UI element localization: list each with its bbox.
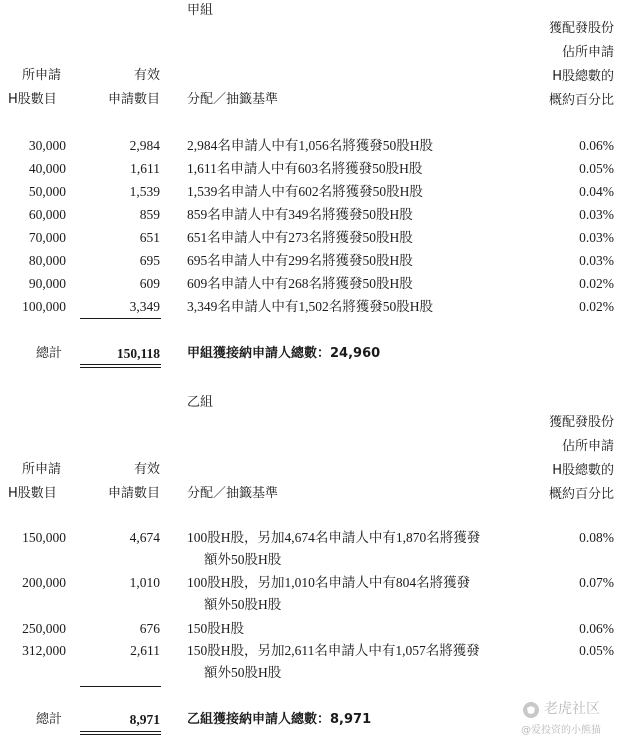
cell-pct: 0.02% bbox=[579, 276, 614, 291]
cell-applied: 90,000 bbox=[28, 276, 66, 291]
total-double-rule-bottom bbox=[80, 734, 161, 735]
cell-pct: 0.03% bbox=[579, 207, 614, 222]
cell-pct: 0.06% bbox=[579, 138, 614, 153]
header-pct-line3: H股總數的 bbox=[552, 463, 614, 478]
cell-basis-line2: 額外50股H股 bbox=[204, 665, 282, 680]
group-b-title: 乙組 bbox=[187, 395, 214, 410]
cell-pct: 0.03% bbox=[579, 253, 614, 268]
cell-valid: 2,611 bbox=[130, 643, 160, 658]
cell-pct: 0.05% bbox=[579, 161, 614, 176]
subtotal-rule bbox=[80, 318, 161, 319]
cell-applied: 30,000 bbox=[28, 138, 66, 153]
cell-basis-line2: 額外50股H股 bbox=[204, 552, 282, 567]
watermark-user-text: @爱投资的小熊猫 bbox=[521, 725, 601, 736]
total-label: 總計 bbox=[36, 712, 63, 727]
cell-valid: 1,010 bbox=[129, 575, 160, 590]
cell-applied: 70,000 bbox=[28, 230, 66, 245]
cell-valid: 3,349 bbox=[129, 299, 160, 314]
header-valid-line2: 申請數目 bbox=[107, 486, 160, 501]
cell-valid: 609 bbox=[139, 276, 160, 291]
cell-applied: 80,000 bbox=[28, 253, 66, 268]
cell-pct: 0.06% bbox=[579, 621, 614, 636]
total-double-rule-top bbox=[80, 731, 161, 732]
cell-applied: 150,000 bbox=[22, 530, 66, 545]
cell-basis: 1,611名申請人中有603名將獲發50股H股 bbox=[187, 161, 423, 176]
header-applied-line1: 所申請 bbox=[22, 462, 62, 477]
header-pct-line1: 獲配發股份 bbox=[548, 415, 614, 430]
cell-basis-line1: 150股H股，另加2,611名申請人中有1,057名將獲發 bbox=[187, 643, 480, 658]
cell-pct: 0.04% bbox=[579, 184, 614, 199]
cell-pct: 0.02% bbox=[579, 299, 614, 314]
header-valid-line2: 申請數目 bbox=[107, 92, 160, 107]
cell-valid: 676 bbox=[139, 621, 160, 636]
watermark-logo-text: 老虎社区 bbox=[544, 701, 600, 717]
header-applied-line2: H股數目 bbox=[8, 92, 57, 107]
total-label: 總計 bbox=[36, 346, 63, 361]
group-a-title: 甲組 bbox=[187, 3, 214, 18]
cell-applied: 100,000 bbox=[22, 299, 66, 314]
header-applied-line2: H股數目 bbox=[8, 486, 57, 501]
header-applied-line1: 所申請 bbox=[22, 68, 62, 83]
header-basis: 分配／抽籤基準 bbox=[187, 486, 279, 501]
total-value: 8,971 bbox=[129, 712, 160, 727]
cell-applied: 50,000 bbox=[28, 184, 66, 199]
cell-valid: 695 bbox=[139, 253, 160, 268]
total-value: 150,118 bbox=[116, 346, 160, 361]
cell-valid: 651 bbox=[139, 230, 160, 245]
header-valid-line1: 有效 bbox=[133, 68, 160, 83]
tiger-logo-icon bbox=[522, 701, 540, 719]
cell-basis-line1: 100股H股，另加1,010名申請人中有804名將獲發 bbox=[187, 575, 471, 590]
header-pct-line1: 獲配發股份 bbox=[548, 21, 614, 36]
header-basis: 分配／抽籤基準 bbox=[187, 92, 279, 107]
header-pct-line4: 概約百分比 bbox=[548, 487, 614, 502]
cell-valid: 859 bbox=[139, 207, 160, 222]
cell-valid: 2,984 bbox=[129, 138, 160, 153]
cell-basis: 1,539名申請人中有602名將獲發50股H股 bbox=[187, 184, 423, 199]
cell-pct: 0.07% bbox=[579, 575, 614, 590]
cell-basis: 695名申請人中有299名將獲發50股H股 bbox=[187, 253, 413, 268]
cell-applied: 200,000 bbox=[22, 575, 66, 590]
cell-basis: 3,349名申請人中有1,502名將獲發50股H股 bbox=[187, 299, 433, 314]
total-accepted-text: 甲組獲接納申請人總數：24,960 bbox=[187, 346, 381, 361]
cell-basis-line1: 100股H股，另加4,674名申請人中有1,870名將獲發 bbox=[187, 530, 481, 545]
header-pct-line4: 概約百分比 bbox=[548, 93, 614, 108]
cell-applied: 40,000 bbox=[28, 161, 66, 176]
cell-pct: 0.03% bbox=[579, 230, 614, 245]
subtotal-rule bbox=[80, 686, 161, 687]
cell-basis-line1: 150股H股 bbox=[187, 621, 244, 636]
cell-basis-line2: 額外50股H股 bbox=[204, 597, 282, 612]
cell-applied: 60,000 bbox=[28, 207, 66, 222]
cell-basis: 651名申請人中有273名將獲發50股H股 bbox=[187, 230, 413, 245]
cell-pct: 0.05% bbox=[579, 643, 614, 658]
total-accepted-text: 乙組獲接納申請人總數：8,971 bbox=[187, 712, 372, 727]
cell-basis: 609名申請人中有268名將獲發50股H股 bbox=[187, 276, 413, 291]
cell-basis: 2,984名申請人中有1,056名將獲發50股H股 bbox=[187, 138, 433, 153]
cell-valid: 1,611 bbox=[130, 161, 160, 176]
total-double-rule-top bbox=[80, 364, 161, 365]
total-double-rule-bottom bbox=[80, 367, 161, 368]
header-pct-line3: H股總數的 bbox=[552, 69, 614, 84]
cell-basis: 859名申請人中有349名將獲發50股H股 bbox=[187, 207, 413, 222]
cell-applied: 250,000 bbox=[22, 621, 66, 636]
cell-applied: 312,000 bbox=[22, 643, 66, 658]
header-pct-line2: 佔所申請 bbox=[561, 45, 614, 60]
header-pct-line2: 佔所申請 bbox=[561, 439, 614, 454]
cell-valid: 1,539 bbox=[129, 184, 160, 199]
header-valid-line1: 有效 bbox=[133, 462, 160, 477]
cell-pct: 0.08% bbox=[579, 530, 614, 545]
cell-valid: 4,674 bbox=[129, 530, 160, 545]
